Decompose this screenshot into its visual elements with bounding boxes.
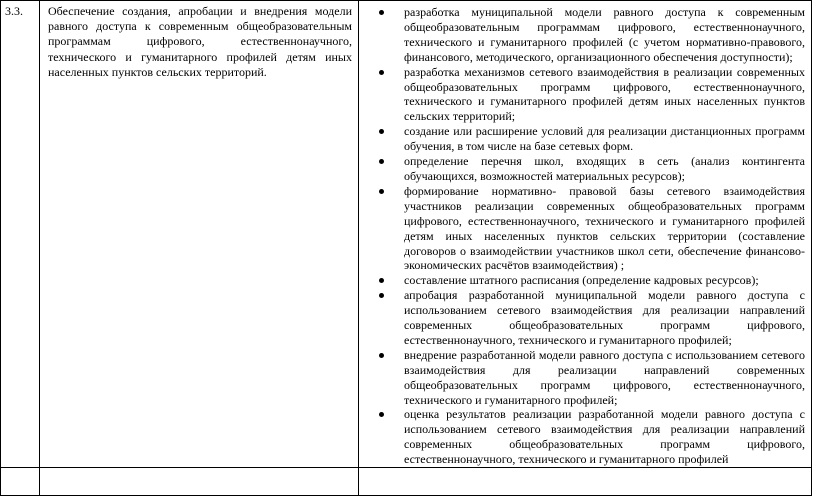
row-number: 3.3.	[5, 4, 23, 18]
list-item	[359, 65, 805, 125]
list-item-text: создание или расширение условий для реализации дистанционных программ обучения, в том числе на базе сетевых форм.	[404, 124, 805, 154]
table-row	[1, 1, 812, 468]
list-item-text: определение перечня школ, входящих в сеть (анализ контингента обучающихся, возможностей материальных ресурсов);	[404, 154, 805, 183]
bullet-dot-icon	[379, 10, 384, 15]
bullet-dot-icon	[379, 293, 384, 298]
list-item-text: апробация разработанной муниципальной модели равного доступа с использованием сетевого взаимодействия для реализации направлений современных общеобразовательных программ цифрового, естественнонаучного, технического и гуманитарного профилей;	[404, 288, 805, 347]
list-item-text: разработка муниципальной модели равного доступа к современным общеобразовательным программам цифрового, естественнонаучного, технического и гуманитарного профилей (с учетом нормативно-правового, финансового, методического, организационного обеспечения доступности);	[404, 5, 805, 64]
row-number-cell	[1, 1, 40, 468]
task-list	[359, 1, 811, 467]
list-item	[359, 5, 805, 65]
bullet-dot-icon	[379, 70, 384, 75]
empty-cell	[359, 468, 812, 496]
list-item	[359, 288, 805, 348]
row-items-cell	[359, 1, 812, 468]
empty-cell	[1, 468, 40, 496]
list-item	[359, 273, 805, 288]
list-item	[359, 348, 805, 408]
row-title: Обеспечение создания, апробации и внедрения модели равного доступа к современным общеобразовательным программам цифрового, естественнонаучного, технического и гуманитарного профилей детям иных населенных пунктов сельских территорий.	[48, 4, 352, 79]
list-item	[359, 184, 805, 273]
bullet-dot-icon	[379, 412, 384, 417]
list-item-text: оценка результатов реализации разработанной модели равного доступа с использованием сетевого взаимодействия для реализации направлений современных общеобразовательных программ цифрового, естественнонаучного, технического и гуманитарного профилей	[404, 407, 805, 467]
list-item-text: разработка механизмов сетевого взаимодействия в реализации современных общеобразовательных программ цифрового, естественнонаучного, технического и гуманитарного профилей детям иных населенных пунктов сельских территорий;	[404, 64, 805, 124]
bullet-dot-icon	[379, 159, 384, 164]
list-item	[359, 407, 805, 467]
list-item-text: внедрение разработанной модели равного доступа с использованием сетевого взаимодействия для реализации направлений современных общеобразовательных программ цифрового, естественнонаучного, технического и гуманитарного профилей;	[404, 347, 805, 407]
bullet-dot-icon	[379, 189, 384, 194]
list-item	[359, 154, 805, 184]
bullet-dot-icon	[379, 278, 384, 283]
list-item-text: формирование нормативно- правовой базы сетевого взаимодействия участников реализации современных общеобразовательных программ цифрового, естественнонаучного, технического и гуманитарного профилей детям иных населенных пунктов сельских территории (составление договоров о взаимодействии участников школ сети, обеспечение финансово-экономических расчётов взаимодействия) ;	[404, 183, 805, 273]
list-item-text: составление штатного расписания (определение кадровых ресурсов);	[404, 273, 759, 288]
empty-cell	[40, 468, 359, 496]
row-title-cell	[40, 1, 359, 468]
bullet-dot-icon	[379, 129, 384, 134]
empty-table-row	[1, 468, 812, 496]
bullet-dot-icon	[379, 353, 384, 358]
list-item	[359, 124, 805, 154]
